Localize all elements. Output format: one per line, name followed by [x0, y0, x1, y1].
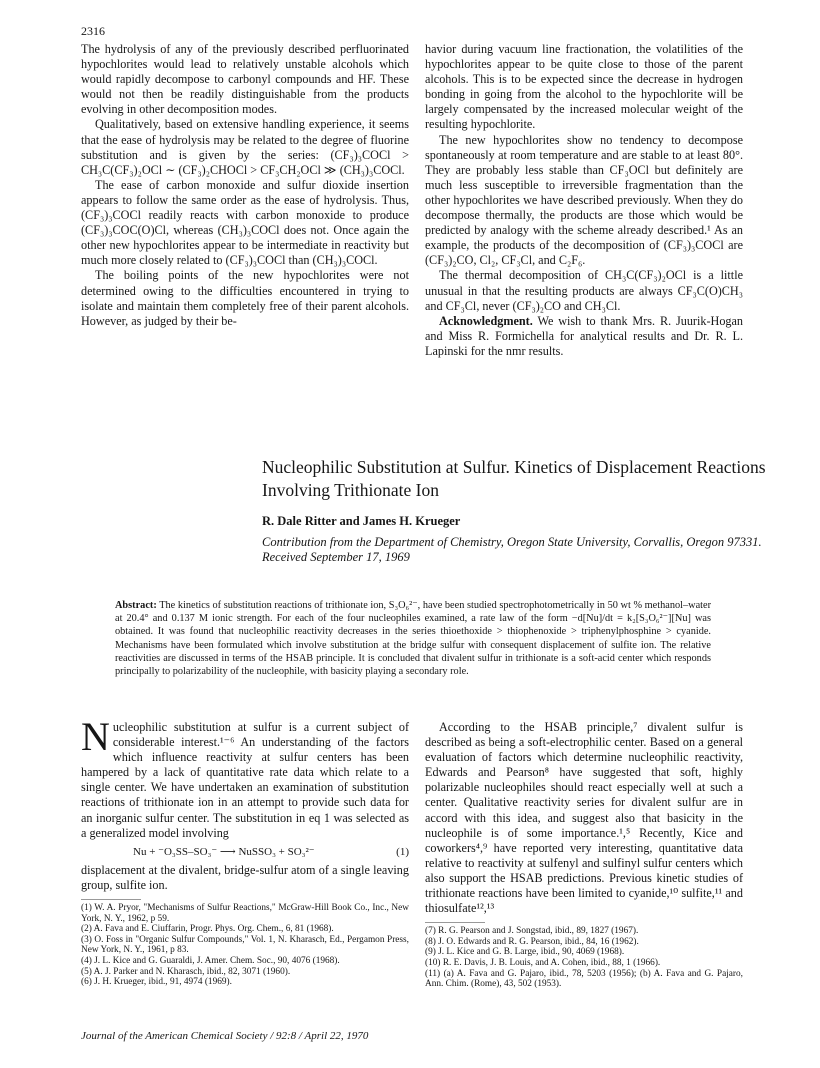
bottom-right-column [425, 720, 743, 990]
acknowledgment-label: Acknowledgment. [439, 313, 533, 328]
footnote: (10) R. E. Davis, J. B. Louis, and A. Cohen, ibid., 88, 1 (1966). [425, 958, 661, 968]
footnote: (6) J. H. Krueger, ibid., 91, 4974 (1969). [81, 977, 232, 988]
paragraph: havior during vacuum line fractionation, the volatilities of the hypochlorites appear to be quite close to those of the parent alcohols. This is to be expected since the decrease in hydrogen bonding in going from the alcohol to the hypochlorite will be largely compensated by the increased molecular weight of the resulting hypochlorite. [425, 42, 743, 132]
footnote: (2) A. Fava and E. Ciuffarin, Progr. Phys. Org. Chem., 6, 81 (1968). [81, 924, 334, 935]
footnotes-left [81, 899, 409, 988]
intro-text: ucleophilic substitution at sulfur is a current subject of considerable interest.¹⁻⁶ An understanding of the factors which influence reactivity at sulfur centers has been hampered by a lack of quantitative rate data which relate to a single center. We have undertaken an examination of substitution reactions of trithionate ion in an attempt to provide such data for an inorganic sulfur center. The substitution in eq 1 was selected as a generalized model involving [81, 720, 409, 840]
article-title: Nucleophilic Substitution at Sulfur. Kinetics of Displacement Reactions Involving Trithionate Ion [262, 457, 766, 500]
footnote: (1) W. A. Pryor, "Mechanisms of Sulfur Reactions," McGraw-Hill Book Co., Inc., New York, N. Y., 1962, p 59. [81, 903, 409, 924]
abstract-text: The kinetics of substitution reactions of trithionate ion, S₃O₆²⁻, have been studied spectrophotometrically in 50 wt % methanol–water at 20.4° and 0.137 M ionic strength. For each of the four nucleophiles examined, a rate law of the form −d[Nu]/dt = k₂[S₃O₆²⁻][Nu] was obtained. It was found that nucleophilic reactivity decreases in the series thioethoxide > thiophenoxide > triphenylphosphine > cyanide. Mechanisms have been formulated which involve substitution at the bridge sulfur with consequent displacement of sulfite ion. The relative reactivities are discussed in terms of the HSAB principle. It is concluded that divalent sulfur in trithionate is a soft-acid center which responds principally to polarizability of the nucleophile, with basicity playing a secondary role. [115, 600, 711, 678]
footnote: (8) J. O. Edwards and R. G. Pearson, ibid., 84, 16 (1962). [425, 936, 639, 947]
page-number: 2316 [81, 24, 105, 38]
article-authors: R. Dale Ritter and James H. Krueger [262, 514, 461, 528]
footnote: (11) (a) A. Fava and G. Pajaro, ibid., 78, 5203 (1956); (b) A. Fava and G. Pajaro, Ann. Chim. (Rome), 43, 502 (1953). [425, 968, 743, 990]
article-affiliation: Contribution from the Department of Chemistry, Oregon State University, Corvallis, Oregon 97331. Received September 17, 1969 [262, 535, 762, 564]
footnote: (5) A. J. Parker and N. Kharasch, ibid., 82, 3071 (1960). [81, 966, 291, 977]
acknowledgment [425, 314, 743, 359]
paragraph: The ease of carbon monoxide and sulfur dioxide insertion appears to follow the same order as the ease of hydrolysis. Thus, (CF₃)₃COCl readily reacts with carbon monoxide to produce (CF₃)₃COC(O)Cl, whereas (CH₃)₃COCl does not. Once again the other new hypochlorites appear to be intermediate in reactivity but much more closely related to (CF₃)₃COCl than (CH₃)₃COCl. [81, 177, 409, 268]
footnote: (4) J. L. Kice and G. Guaraldi, J. Amer. Chem. Soc., 90, 4076 (1968). [81, 956, 340, 966]
paragraph: displacement at the divalent, bridge-sulfur atom of a single leaving group, sulfite ion. [81, 862, 409, 892]
drop-cap: N [81, 714, 110, 759]
abstract-label: Abstract: [115, 600, 157, 611]
acknowledgment-text: We wish to thank Mrs. R. Juurik-Hogan and Miss R. Formichella for analytical results and Dr. R. L. Lapinski for the nmr results. [425, 313, 744, 358]
footnote: (3) O. Foss in "Organic Sulfur Compounds," Vol. 1, N. Kharasch, Ed., Pergamon Press, New York, N. Y., 1961, p 83. [81, 934, 409, 956]
footnote: (7) R. G. Pearson and J. Songstad, ibid., 89, 1827 (1967). [425, 926, 639, 937]
paragraph: Qualitatively, based on extensive handling experience, it seems that the ease of hydrolysis may be related to the degree of fluorine substitution and is given by the series: (CF₃)₃COCl > CH₃C(CF₃)₂OCl ∼ (CF₃)₂CHOCl > CF₃CH₂OCl ≫ (CH₃)₃COCl. [81, 117, 409, 177]
journal-footer: Journal of the American Chemical Society / 92:8 / April 22, 1970 [81, 1030, 369, 1042]
paragraph: The new hypochlorites show no tendency to decompose spontaneously at room temperature and are stable to at least 80°. They are probably less stable than CF₃OCl but definitely are much less susceptible to irreversible fragmentation than the other hypochlorites we have described previously. When they do decompose thermally, the products are those which would be predicted by analogy with the scheme already described.¹ As an example, the products of the decomposition of (CF₃)₃COCl are (CF₃)₂CO, Cl₂, CF₃Cl, and C₂F₆. [425, 132, 743, 268]
paragraph: The thermal decomposition of CH₃C(CF₃)₂OCl is a little unusual in that the resulting products are always CF₃C(O)CH₃ and CF₃Cl, never (CF₃)₂CO and CH₃Cl. [425, 268, 743, 313]
top-right-column [425, 42, 743, 359]
footnote-rule [425, 922, 485, 923]
footnote: (9) J. L. Kice and G. B. Large, ibid., 90, 4069 (1968). [425, 947, 625, 958]
equation-1 [133, 845, 409, 860]
equation-number: (1) [396, 845, 409, 858]
footnote-rule [81, 899, 141, 900]
paragraph: The hydrolysis of any of the previously described perfluorinated hypochlorites would lead to relatively unstable alcohols which would rapidly decompose to carbonyl compounds and HF. These would not then be readily distinguishable from the products evolving in other decomposition modes. [81, 42, 409, 117]
equation-text: Nu + ⁻O₃SS–SO₃⁻ ⟶ NuSSO₃ + SO₃²⁻ [133, 845, 315, 858]
paragraph: The boiling points of the new hypochlorites were not determined owing to the difficulties encountered in trying to isolate and maintain them completely free of their parent alcohols. However, as judged by their be- [81, 268, 409, 328]
bottom-left-column [81, 714, 409, 988]
footnotes-right [425, 922, 743, 990]
paragraph: According to the HSAB principle,⁷ divalent sulfur is described as being a soft-electrophilic center. Based on a general evaluation of factors which determine nucleophilic reactivity, Edwards and Pearson⁸ have suggested that soft, highly polarizable nucleophiles should react especially well at such a center. Qualitative reactivity series for divalent sulfur are in accord with this idea, and suggest also that basicity in the nucleophile is of some importance.¹,⁵ Recently, Kice and coworkers⁴,⁹ have reported very interesting, quantitative data relative to reactivity at sulfenyl and sulfinyl sulfur centers which also support the HSAB predictions. Previous kinetic studies of trithionate reactions have been limited to cyanide,¹⁰ sulfite,¹¹ and thiosulfate¹²,¹³ [425, 720, 743, 916]
top-left-column [81, 42, 409, 329]
abstract [115, 599, 711, 678]
intro-paragraph [81, 714, 409, 841]
